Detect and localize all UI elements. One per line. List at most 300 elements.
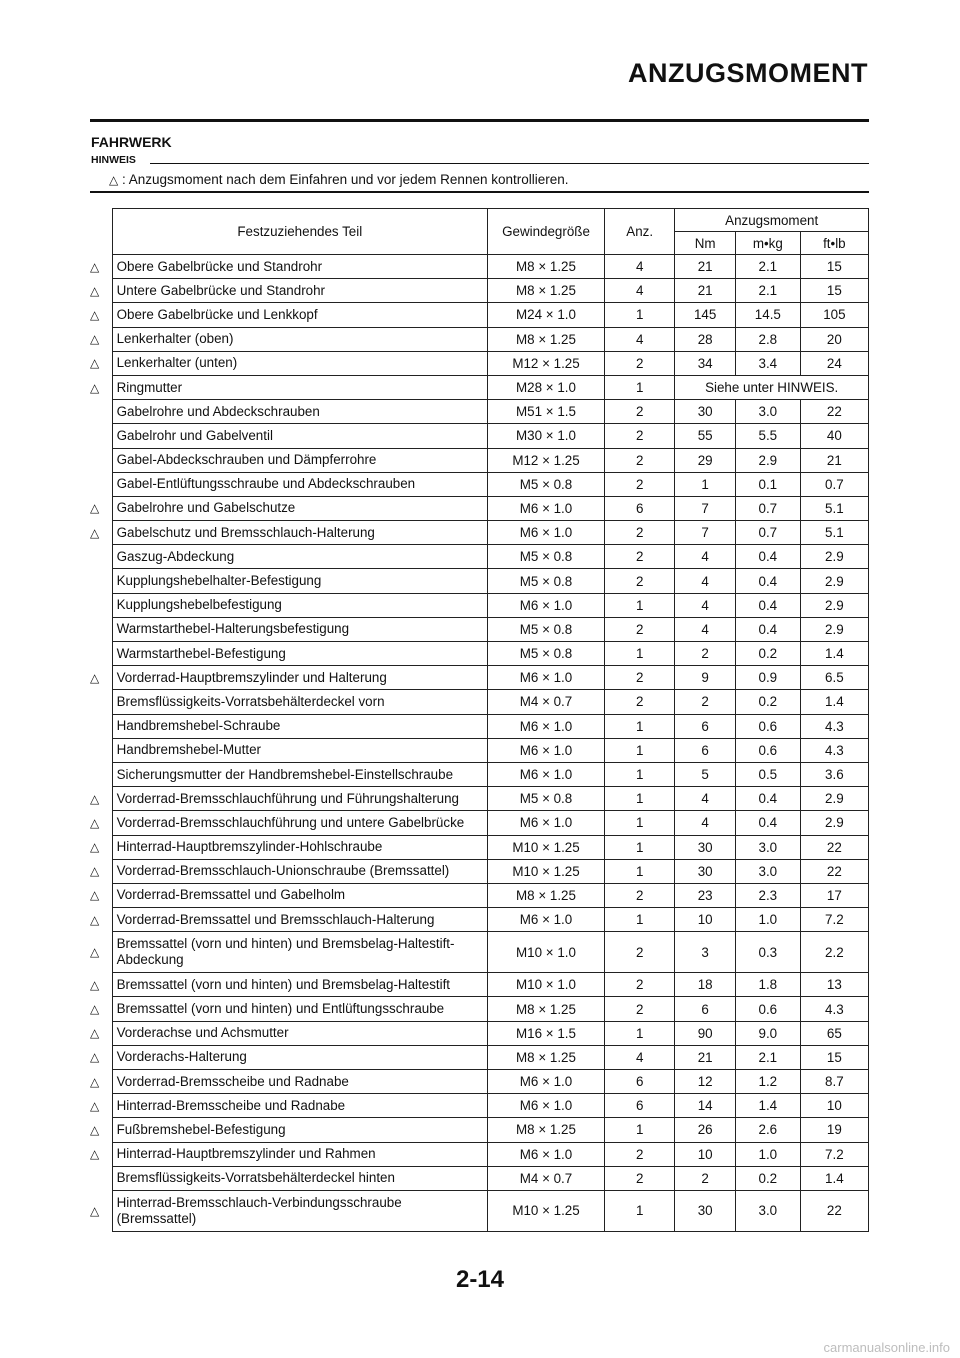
thread-cell: M5 × 0.8 [487,569,604,593]
header-thread: Gewindegröße [487,209,604,255]
ftlb-cell: 1.4 [800,1166,868,1190]
mkg-cell: 2.1 [735,1045,800,1069]
table-row [90,255,869,279]
ftlb-cell: 3.6 [800,762,868,786]
nm-cell: 2 [675,642,736,666]
part-cell: Kupplungshebelhalter-Befestigung [112,569,487,593]
ftlb-cell: 20 [800,327,868,351]
part-cell: Warmstarthebel-Halterungsbefestigung [112,617,487,641]
mkg-cell: 3.0 [735,835,800,859]
thread-cell: M10 × 1.25 [487,859,604,883]
nm-cell: 145 [675,303,736,327]
nm-cell: 29 [675,448,736,472]
thread-cell: M8 × 1.25 [487,279,604,303]
table-row [90,617,869,641]
qty-cell: 6 [605,1094,675,1118]
mkg-cell: 0.9 [735,666,800,690]
ftlb-cell: 21 [800,448,868,472]
ftlb-cell: 105 [800,303,868,327]
mkg-cell: 2.9 [735,448,800,472]
table-row [90,351,869,375]
part-cell: Hinterrad-Bremsscheibe und Radnabe [112,1094,487,1118]
triangle-icon: △ [90,1074,100,1089]
triangle-icon [90,472,112,496]
title-rule [90,119,869,122]
part-cell: Vorderrad-Bremssattel und Gabelholm [112,883,487,907]
table-row [90,1190,869,1231]
nm-cell: 4 [675,617,736,641]
mkg-cell: 0.4 [735,545,800,569]
mkg-cell: 1.8 [735,973,800,997]
triangle-icon: △ [109,173,119,187]
part-cell: Gabel-Abdeckschrauben und Dämpferrohre [112,448,487,472]
qty-cell: 2 [605,521,675,545]
part-cell: Kupplungshebelbefestigung [112,593,487,617]
table-row [90,327,869,351]
part-cell: Handbremshebel-Mutter [112,738,487,762]
thread-cell: M6 × 1.0 [487,666,604,690]
ftlb-cell: 15 [800,255,868,279]
note-bottom-rule [90,191,869,193]
part-cell: Bremssattel (vorn und hinten) und Bremsbelag-Haltestift [112,973,487,997]
triangle-icon: △ [90,332,100,347]
mkg-cell: 0.4 [735,569,800,593]
mkg-cell: 0.3 [735,932,800,973]
triangle-icon: △ [90,912,100,927]
thread-cell: M8 × 1.25 [487,997,604,1021]
triangle-icon: △ [90,1002,100,1017]
mkg-cell: 2.3 [735,883,800,907]
thread-cell: M5 × 0.8 [487,617,604,641]
nm-cell: 14 [675,1094,736,1118]
ftlb-cell: 65 [800,1021,868,1045]
ftlb-cell: 24 [800,351,868,375]
thread-cell: M6 × 1.0 [487,738,604,762]
part-cell: Bremssattel (vorn und hinten) und Entlüftungsschraube [112,997,487,1021]
header-mkg: m•kg [735,232,800,255]
nm-cell: 2 [675,1166,736,1190]
qty-cell: 1 [605,859,675,883]
part-cell: Vorderrad-Bremsschlauch-Unionschraube (Bremssattel) [112,859,487,883]
torque-note-cell: Siehe unter HINWEIS. [675,375,869,399]
mkg-cell: 3.4 [735,351,800,375]
mkg-cell: 0.4 [735,811,800,835]
triangle-icon: △ [90,356,100,371]
part-cell: Gabel-Entlüftungsschraube und Abdeckschrauben [112,472,487,496]
triangle-icon: △ [90,380,100,395]
qty-cell: 2 [605,400,675,424]
qty-cell: 2 [605,545,675,569]
triangle-icon: △ [90,670,100,685]
nm-cell: 6 [675,997,736,1021]
qty-cell: 6 [605,496,675,520]
triangle-icon: △ [90,1098,100,1113]
mkg-cell: 0.4 [735,617,800,641]
part-cell [112,1190,487,1231]
nm-cell: 4 [675,569,736,593]
qty-cell: 2 [605,617,675,641]
nm-cell: 26 [675,1118,736,1142]
table-row [90,883,869,907]
triangle-icon [90,569,112,593]
part-line-1: Bremssattel (vorn und hinten) und Bremsbelag-Haltestift- [116,936,455,952]
nm-cell: 28 [675,327,736,351]
thread-cell: M12 × 1.25 [487,448,604,472]
ftlb-cell: 13 [800,973,868,997]
nm-cell: 4 [675,593,736,617]
nm-cell: 7 [675,496,736,520]
part-cell: Gabelrohre und Gabelschutze [112,496,487,520]
nm-cell: 4 [675,545,736,569]
ftlb-cell: 2.9 [800,617,868,641]
part-cell: Obere Gabelbrücke und Lenkkopf [112,303,487,327]
part-line-2: (Bremssattel) [116,1210,197,1226]
triangle-icon [90,424,112,448]
part-cell: Lenkerhalter (oben) [112,327,487,351]
thread-cell: M6 × 1.0 [487,1094,604,1118]
thread-cell: M6 × 1.0 [487,714,604,738]
thread-cell: M10 × 1.25 [487,1190,604,1231]
part-cell: Vorderachs-Halterung [112,1045,487,1069]
nm-cell: 21 [675,279,736,303]
thread-cell: M5 × 0.8 [487,787,604,811]
part-cell: Vorderrad-Bremsschlauchführung und Führungshalterung [112,787,487,811]
qty-cell: 1 [605,1118,675,1142]
triangle-icon: △ [90,1203,100,1218]
ftlb-cell: 15 [800,1045,868,1069]
table-row [90,932,869,973]
triangle-icon [90,1166,112,1190]
triangle-icon: △ [90,791,100,806]
nm-cell: 90 [675,1021,736,1045]
triangle-icon: △ [90,283,100,298]
qty-cell: 2 [605,997,675,1021]
triangle-icon [90,642,112,666]
table-row [90,424,869,448]
part-cell: Hinterrad-Hauptbremszylinder-Hohlschraube [112,835,487,859]
watermark: carmanualsonline.info [823,1340,950,1355]
thread-cell: M6 × 1.0 [487,593,604,617]
qty-cell: 1 [605,593,675,617]
header-ftlb: ft•lb [800,232,868,255]
thread-cell: M8 × 1.25 [487,1045,604,1069]
qty-cell: 2 [605,690,675,714]
qty-cell: 2 [605,932,675,973]
page-title: ANZUGSMOMENT [628,58,868,88]
mkg-cell: 0.4 [735,593,800,617]
table-row [90,545,869,569]
qty-cell: 2 [605,448,675,472]
triangle-icon: △ [90,864,100,879]
part-cell: Warmstarthebel-Befestigung [112,642,487,666]
mkg-cell: 2.6 [735,1118,800,1142]
header-nm: Nm [675,232,736,255]
triangle-icon [90,400,112,424]
nm-cell: 30 [675,1190,736,1231]
mkg-cell: 0.2 [735,690,800,714]
qty-cell: 1 [605,762,675,786]
mkg-cell: 5.5 [735,424,800,448]
qty-cell: 2 [605,1142,675,1166]
qty-cell: 1 [605,1190,675,1231]
part-cell: Gaszug-Abdeckung [112,545,487,569]
mkg-cell: 2.8 [735,327,800,351]
table-row [90,521,869,545]
ftlb-cell: 2.9 [800,545,868,569]
mkg-cell: 9.0 [735,1021,800,1045]
table-row [90,1118,869,1142]
ftlb-cell: 22 [800,400,868,424]
nm-cell: 6 [675,714,736,738]
nm-cell: 12 [675,1070,736,1094]
part-cell: Lenkerhalter (unten) [112,351,487,375]
table-row [90,666,869,690]
triangle-icon: △ [90,1050,100,1065]
thread-cell: M8 × 1.25 [487,1118,604,1142]
nm-cell: 4 [675,787,736,811]
qty-cell: 1 [605,908,675,932]
qty-cell: 1 [605,787,675,811]
ftlb-cell: 22 [800,1190,868,1231]
triangle-icon: △ [90,888,100,903]
mkg-cell: 0.6 [735,997,800,1021]
header-qty: Anz. [605,209,675,255]
table-row [90,859,869,883]
part-line-2: Abdeckung [116,952,184,968]
table-row [90,908,869,932]
thread-cell: M4 × 0.7 [487,690,604,714]
table-row [90,690,869,714]
table-row [90,569,869,593]
ftlb-cell: 7.2 [800,908,868,932]
nm-cell: 30 [675,400,736,424]
qty-cell: 2 [605,569,675,593]
qty-cell: 2 [605,666,675,690]
qty-cell: 1 [605,811,675,835]
qty-cell: 1 [605,303,675,327]
triangle-icon [90,593,112,617]
thread-cell: M8 × 1.25 [487,255,604,279]
nm-cell: 34 [675,351,736,375]
mkg-cell: 0.2 [735,1166,800,1190]
table-row [90,738,869,762]
qty-cell: 4 [605,255,675,279]
table-row [90,787,869,811]
table-row [90,811,869,835]
ftlb-cell: 5.1 [800,521,868,545]
ftlb-cell: 10 [800,1094,868,1118]
thread-cell: M6 × 1.0 [487,762,604,786]
ftlb-cell: 4.3 [800,738,868,762]
qty-cell: 1 [605,714,675,738]
part-cell: Vorderrad-Hauptbremszylinder und Halterung [112,666,487,690]
triangle-icon: △ [90,977,100,992]
ftlb-cell: 2.2 [800,932,868,973]
triangle-icon: △ [90,307,100,322]
table-row [90,1045,869,1069]
triangle-icon: △ [90,945,100,960]
ftlb-cell: 2.9 [800,593,868,617]
nm-cell: 21 [675,255,736,279]
nm-cell: 9 [675,666,736,690]
table-row [90,303,869,327]
ftlb-cell: 0.7 [800,472,868,496]
part-cell: Gabelrohr und Gabelventil [112,424,487,448]
mkg-cell: 0.1 [735,472,800,496]
table-row [90,973,869,997]
thread-cell: M10 × 1.0 [487,932,604,973]
qty-cell: 4 [605,327,675,351]
qty-cell: 2 [605,1166,675,1190]
qty-cell: 1 [605,1021,675,1045]
nm-cell: 10 [675,1142,736,1166]
triangle-icon: △ [90,815,100,830]
nm-cell: 2 [675,690,736,714]
mkg-cell: 14.5 [735,303,800,327]
triangle-icon [90,448,112,472]
table-row [90,1142,869,1166]
qty-cell: 2 [605,351,675,375]
qty-cell: 1 [605,738,675,762]
qty-cell: 1 [605,642,675,666]
thread-cell: M8 × 1.25 [487,883,604,907]
mkg-cell: 0.7 [735,496,800,520]
mkg-cell: 3.0 [735,1190,800,1231]
ftlb-cell: 40 [800,424,868,448]
qty-cell: 2 [605,973,675,997]
thread-cell: M6 × 1.0 [487,521,604,545]
triangle-icon [90,714,112,738]
ftlb-cell: 1.4 [800,690,868,714]
ftlb-cell: 22 [800,835,868,859]
nm-cell: 10 [675,908,736,932]
thread-cell: M12 × 1.25 [487,351,604,375]
table-row [90,593,869,617]
header-part: Festzuziehendes Teil [112,209,487,255]
mkg-cell: 1.2 [735,1070,800,1094]
table-row [90,400,869,424]
part-cell: Hinterrad-Hauptbremszylinder und Rahmen [112,1142,487,1166]
table-row [90,997,869,1021]
nm-cell: 3 [675,932,736,973]
thread-cell: M10 × 1.0 [487,973,604,997]
note-label: HINWEIS [91,154,136,166]
thread-cell: M28 × 1.0 [487,375,604,399]
nm-cell: 30 [675,859,736,883]
triangle-icon [90,690,112,714]
thread-cell: M8 × 1.25 [487,327,604,351]
qty-cell: 2 [605,472,675,496]
mkg-cell: 0.4 [735,787,800,811]
triangle-icon: △ [90,840,100,855]
nm-cell: 4 [675,811,736,835]
triangle-icon: △ [90,525,100,540]
table-row [90,1021,869,1045]
part-cell [112,932,487,973]
triangle-icon: △ [90,1026,100,1041]
nm-cell: 23 [675,883,736,907]
part-cell: Sicherungsmutter der Handbremshebel-Einstellschraube [112,762,487,786]
mkg-cell: 2.1 [735,255,800,279]
mkg-cell: 0.5 [735,762,800,786]
mkg-cell: 1.0 [735,908,800,932]
part-cell: Gabelrohre und Abdeckschrauben [112,400,487,424]
mkg-cell: 1.0 [735,1142,800,1166]
thread-cell: M6 × 1.0 [487,496,604,520]
mkg-cell: 3.0 [735,859,800,883]
part-cell: Vorderrad-Bremsschlauchführung und untere Gabelbrücke [112,811,487,835]
ftlb-cell: 5.1 [800,496,868,520]
thread-cell: M5 × 0.8 [487,472,604,496]
nm-cell: 5 [675,762,736,786]
thread-cell: M10 × 1.25 [487,835,604,859]
table-row [90,279,869,303]
thread-cell: M6 × 1.0 [487,811,604,835]
part-cell: Gabelschutz und Bremsschlauch-Halterung [112,521,487,545]
section-title: FAHRWERK [91,134,172,150]
mkg-cell: 2.1 [735,279,800,303]
ftlb-cell: 4.3 [800,997,868,1021]
table-row [90,375,869,399]
qty-cell: 2 [605,883,675,907]
triangle-icon [90,545,112,569]
table-row [90,642,869,666]
nm-cell: 6 [675,738,736,762]
ftlb-cell: 4.3 [800,714,868,738]
table-row [90,1070,869,1094]
thread-cell: M51 × 1.5 [487,400,604,424]
part-cell: Fußbremshebel-Befestigung [112,1118,487,1142]
table-row [90,472,869,496]
thread-cell: M5 × 0.8 [487,642,604,666]
part-cell: Obere Gabelbrücke und Standrohr [112,255,487,279]
triangle-icon: △ [90,259,100,274]
note-divider [150,163,869,164]
qty-cell: 1 [605,375,675,399]
ftlb-cell: 6.5 [800,666,868,690]
triangle-icon: △ [90,1147,100,1162]
note-text: : Anzugsmoment nach dem Einfahren und vor jedem Rennen kontrollieren. [122,172,569,187]
ftlb-cell: 17 [800,883,868,907]
nm-cell: 21 [675,1045,736,1069]
nm-cell: 1 [675,472,736,496]
triangle-icon [90,738,112,762]
triangle-icon [90,762,112,786]
nm-cell: 18 [675,973,736,997]
part-cell: Bremsflüssigkeits-Vorratsbehälterdeckel vorn [112,690,487,714]
ftlb-cell: 22 [800,859,868,883]
thread-cell: M5 × 0.8 [487,545,604,569]
table-row [90,762,869,786]
qty-cell: 1 [605,835,675,859]
part-line-1: Hinterrad-Bremsschlauch-Verbindungsschraube [116,1194,402,1210]
thread-cell: M24 × 1.0 [487,303,604,327]
thread-cell: M4 × 0.7 [487,1166,604,1190]
part-cell: Vorderrad-Bremssattel und Bremsschlauch-Halterung [112,908,487,932]
thread-cell: M6 × 1.0 [487,1070,604,1094]
triangle-icon [90,617,112,641]
note [109,172,569,187]
nm-cell: 7 [675,521,736,545]
ftlb-cell: 7.2 [800,1142,868,1166]
part-cell: Ringmutter [112,375,487,399]
qty-cell: 6 [605,1070,675,1094]
qty-cell: 2 [605,424,675,448]
ftlb-cell: 2.9 [800,811,868,835]
qty-cell: 4 [605,1045,675,1069]
header-torque: Anzugsmoment [675,209,869,232]
ftlb-cell: 1.4 [800,642,868,666]
